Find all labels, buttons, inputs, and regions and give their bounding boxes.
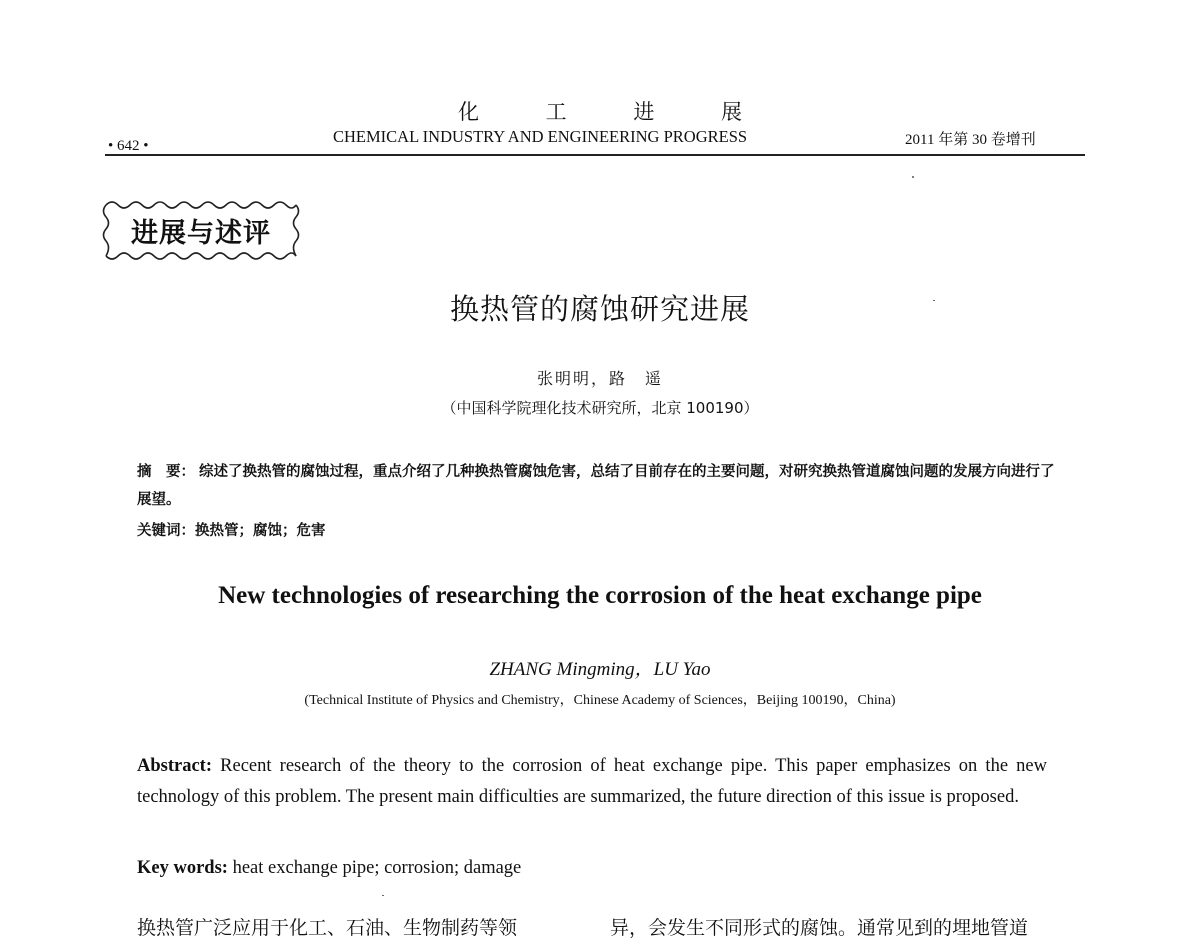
page-number: • 642 • xyxy=(108,138,149,154)
scan-speck xyxy=(912,176,914,178)
authors-en: ZHANG Mingming，LU Yao xyxy=(489,659,711,680)
keywords-en-label: Key words: xyxy=(137,858,228,878)
abstract-cn-text: 综述了换热管的腐蚀过程，重点介绍了几种换热管腐蚀危害，总结了目前存在的主要问题，对研究换热管道腐蚀问题的发展方向进行了展望。 xyxy=(137,464,1055,508)
keywords-en-text: heat exchange pipe; corrosion; damage xyxy=(227,858,522,878)
abstract-en xyxy=(137,751,1047,812)
abstract-en-text: Recent research of the theory to the corrosion of heat exchange pipe. This paper emphasizes on the new technology of this problem. The present main difficulties are summarized, the future direction of this issue is proposed. xyxy=(137,756,1047,807)
journal-title-en: CHEMICAL INDUSTRY AND ENGINEERING PROGRESS xyxy=(333,127,748,146)
section-badge-label: 进展与述评 xyxy=(131,218,271,249)
issue-info: 2011 年第 30 卷增刊 xyxy=(905,132,1036,148)
body-text-column-2: 异，会发生不同形式的腐蚀。通常见到的埋地管道 xyxy=(610,917,1029,939)
scan-speck xyxy=(933,300,935,301)
section-badge xyxy=(100,197,302,263)
keywords-cn xyxy=(137,517,1057,545)
keywords-cn-text: 换热管；腐蚀；危害 xyxy=(195,523,326,539)
journal-title-cn: 化 工 进 展 xyxy=(457,100,773,124)
abstract-cn-label: 摘 要： xyxy=(137,464,195,480)
title-en: New technologies of researching the corrosion of the heat exchange pipe xyxy=(218,582,982,609)
authors-cn: 张明明，路 遥 xyxy=(536,369,663,388)
abstract-cn xyxy=(137,458,1057,514)
affiliation-en: (Technical Institute of Physics and Chemistry，Chinese Academy of Sciences，Beijing 100190，China) xyxy=(304,693,896,708)
scan-speck xyxy=(382,895,384,896)
title-cn: 换热管的腐蚀研究进展 xyxy=(449,292,750,326)
keywords-en xyxy=(137,853,1047,883)
abstract-en-label: Abstract: xyxy=(137,756,213,776)
affiliation-cn: （中国科学院理化技术研究所，北京 100190） xyxy=(441,399,759,417)
body-text-column-1: 换热管广泛应用于化工、石油、生物制药等领 xyxy=(137,917,518,939)
header-divider xyxy=(105,154,1085,156)
keywords-cn-label: 关键词： xyxy=(137,523,195,539)
